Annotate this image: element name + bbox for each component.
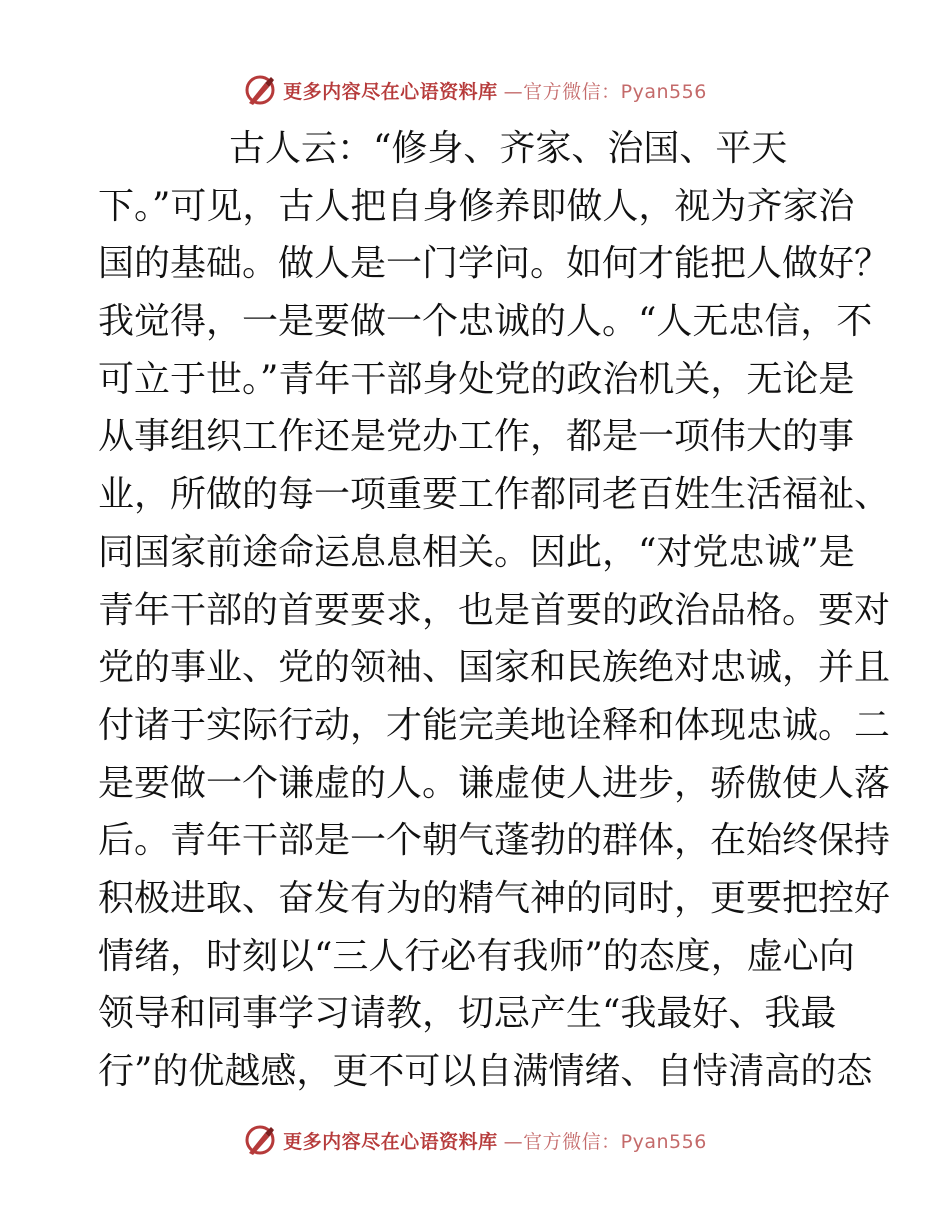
text-line: 可立于世。”青年干部身处党的政治机关，无论是 (98, 358, 855, 400)
text-line: 同国家前途命运息息相关。因此，“对党忠诚”是 (98, 531, 855, 573)
text-line: 青年干部的首要要求，也是首要的政治品格。要对 (98, 589, 891, 631)
document-body (98, 120, 891, 1101)
text-line: 情绪，时刻以“三人行必有我师”的态度，虚心向 (98, 935, 855, 977)
header-banner-lead: 更多内容尽在心语资料库 (283, 80, 498, 103)
text-line: 国的基础。做人是一门学问。如何才能把人做好？ (98, 243, 891, 285)
text-line: 从事组织工作还是党办工作，都是一项伟大的事 (98, 416, 855, 458)
pen-logo-icon (243, 1123, 277, 1157)
text-line: 党的事业、党的领袖、国家和民族绝对忠诚，并且 (98, 647, 891, 689)
text-line: 积极进取、奋发有为的精气神的同时，更要把控好 (98, 877, 891, 919)
text-line: 下。”可见，古人把自身修养即做人，视为齐家治 (98, 185, 855, 227)
footer-banner-lead: 更多内容尽在心语资料库 (283, 1130, 498, 1153)
footer-banner-wechat: —官方微信：Pyan556 (503, 1130, 707, 1153)
pen-logo-icon (243, 73, 277, 107)
text-line: 我觉得，一是要做一个忠诚的人。“人无忠信，不 (98, 301, 873, 343)
text-line: 后。青年干部是一个朝气蓬勃的群体，在始终保持 (98, 820, 891, 862)
text-line: 行”的优越感，更不可以自满情绪、自恃清高的态 (98, 1051, 873, 1092)
text-line: 付诸于实际行动，才能完美地诠释和体现忠诚。二 (98, 704, 891, 746)
text-line: 古人云：“修身、齐家、治国、平天 (229, 128, 788, 169)
footer-banner (0, 1120, 950, 1160)
text-line: 业，所做的每一项重要工作都同老百姓生活福祉、 (98, 474, 891, 516)
header-banner-wechat: —官方微信：Pyan556 (503, 80, 707, 103)
header-banner (0, 70, 950, 110)
text-line: 是要做一个谦虚的人。谦虚使人进步，骄傲使人落 (98, 762, 891, 804)
text-line: 领导和同事学习请教，切忌产生“我最好、我最 (98, 993, 837, 1035)
